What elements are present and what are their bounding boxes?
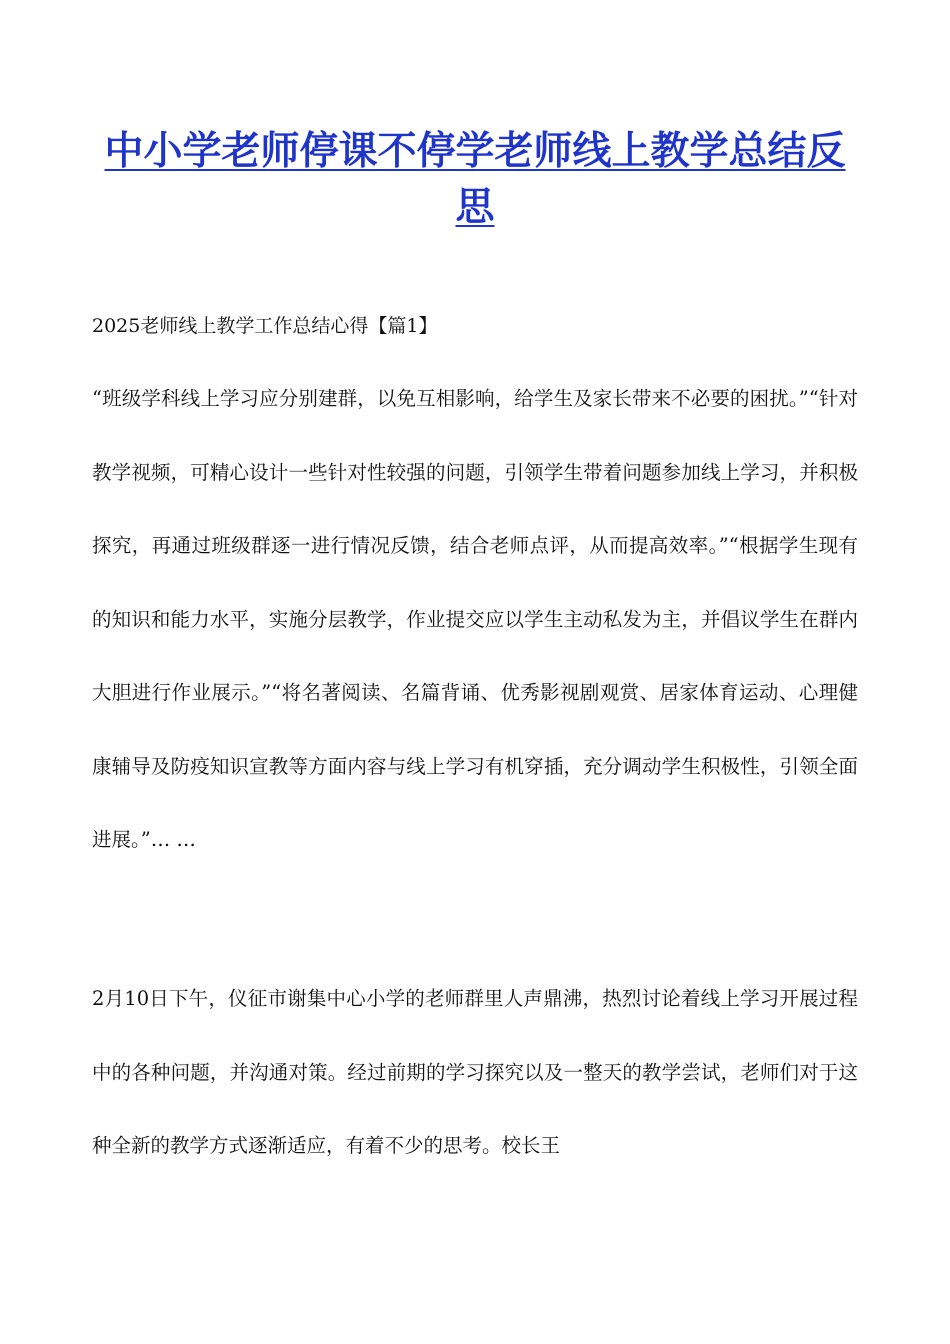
document-title[interactable]: 中小学老师停课不停学老师线上教学总结反思 [104,129,846,230]
section-subheading: 2025老师线上教学工作总结心得【篇1】 [92,315,438,337]
body-paragraph: 2月10日下午，仪征市谢集中心小学的老师群里人声鼎沸，热烈讨论着线上学习开展过程中的各种问题，并沟通对策。经过前期的学习探究以及一整天的教学尝试，老师们对于这种全新的教学方式逐渐适应，有着不少的思考。校长王 [92,987,858,1157]
body-paragraph: “班级学科线上学习应分别建群，以免互相影响，给学生及家长带来不必要的困扰。”“针对教学视频，可精心设计一些针对性较强的问题，引领学生带着问题参加线上学习，并积极探究，再通过班级群逐一进行情况反馈，结合老师点评，从而提高效率。”“根据学生现有的知识和能力水平，实施分层教学，作业提交应以学生主动私发为主，并倡议学生在群内大胆进行作业展示。”“将名著阅读、名篇背诵、优秀影视剧观赏、居家体育运动、心理健康辅导及防疫知识宣教等方面内容与线上学习有机穿插，充分调动学生积极性，引领全面进展。”… … [92,387,858,851]
